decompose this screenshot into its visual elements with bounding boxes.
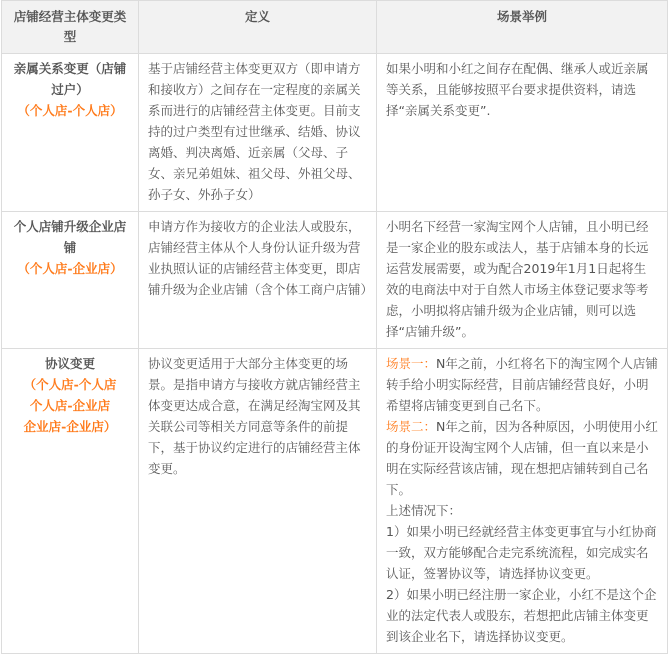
scene-two-label: 场景二：: [386, 419, 437, 434]
example-cell: [377, 349, 668, 654]
table-row: [2, 54, 668, 212]
case-two-text: 2）如果小明已经注册一家企业，小红不是这个企业的法定代表人或股东，若想把此店铺主体变更到该企业名下，请选择协议变更。: [386, 587, 657, 644]
table-row: [2, 212, 668, 349]
type-cell: [2, 349, 139, 654]
scene-one-text: N年之前，小红将名下的淘宝网个人店铺转手给小明实际经营，目前店铺经营良好，小明希望将店铺变更到自己名下。: [386, 356, 658, 413]
table-header-row: [2, 1, 668, 54]
type-sub: （个人店-企业店）: [17, 261, 123, 276]
case-one-text: 1）如果小明已经就经营主体变更事宜与小红协商一致，双方能够配合走完系统流程，如完成实名认证，签署协议等，请选择协议变更。: [386, 524, 657, 581]
definition-cell: 协议变更适用于大部分主体变更的场景。是指申请方与接收方就店铺经营主体变更达成合意，在满足经淘宝网及其关联公司等相关方同意等条件的前提下，基于协议约定进行的店铺经营主体变更。: [139, 349, 377, 654]
subject-change-table: [1, 0, 668, 654]
type-label: 个人店铺升级企业店铺: [13, 219, 127, 255]
header-example: 场景举例: [377, 1, 668, 54]
header-definition: 定义: [139, 1, 377, 54]
type-label: 亲属关系变更（店铺过户）: [13, 61, 127, 97]
scene-one-label: 场景一：: [386, 356, 437, 371]
table-row: [2, 349, 668, 654]
definition-cell: 基于店铺经营主体变更双方（即申请方和接收方）之间存在一定程度的亲属关系而进行的店铺经营主体变更。目前支持的过户类型有过世继承、结婚、协议离婚、判决离婚、近亲属（父母、子女、亲兄弟姐妹、祖父母、外祖父母、孙子女、外孙子女）: [139, 54, 377, 212]
header-type: 店铺经营主体变更类型: [2, 1, 139, 54]
type-sub-line: （个人店-个人店: [23, 377, 117, 392]
scene-one: [386, 353, 658, 416]
example-cell: 如果小明和小红之间存在配偶、继承人或近亲属等关系，且能够按照平台要求提供资料，请选择“亲属关系变更”.: [377, 54, 668, 212]
type-sub: （个人店-个人店）: [17, 103, 123, 118]
type-cell: [2, 54, 139, 212]
example-cell: 小明名下经营一家淘宝网个人店铺，且小明已经是一家企业的股东或法人，基于店铺本身的长远运营发展需要，或为配合2019年1月1日起将生效的电商法中对于自然人市场主体登记要求等考虑，小明拟将店铺升级为企业店铺，则可以选择“店铺升级”。: [377, 212, 668, 349]
definition-cell: 申请方作为接收方的企业法人或股东，店铺经营主体从个人身份认证升级为营业执照认证的店铺经营主体变更，即店铺升级为企业店铺（含个体工商户店铺）: [139, 212, 377, 349]
type-sub-line: 个人店-企业店: [29, 398, 111, 413]
scene-two: [386, 416, 658, 500]
type-cell: [2, 212, 139, 349]
type-label: 协议变更: [44, 356, 95, 371]
type-sub-line: 企业店-企业店）: [23, 419, 117, 434]
summary-text: 上述情况下：: [386, 503, 462, 518]
scene-two-text: N年之前，因为各种原因，小明使用小红的身份证开设淘宝网个人店铺，但一直以来是小明在实际经营该店铺，现在想把店铺转到自己名下。: [386, 419, 658, 497]
